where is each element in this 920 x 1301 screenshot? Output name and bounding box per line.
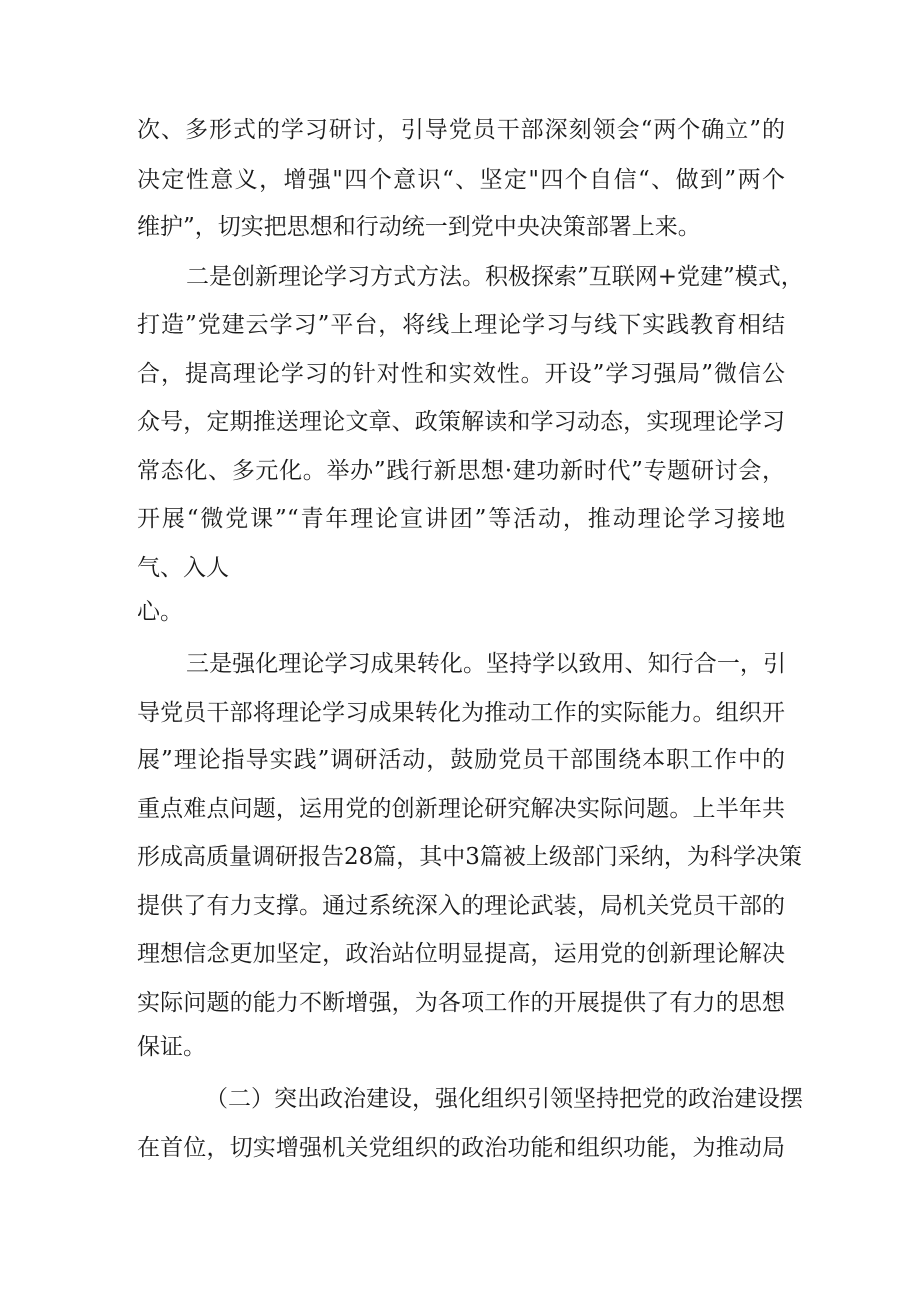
text-line-22: 在首位，切实增强机关党组织的政治功能和组织功能，为推动局: [137, 1135, 785, 1161]
text-line-18: 理想信念更加坚定，政治站位明显提高，运用党的创新理论解决: [137, 941, 785, 967]
text-line-16: 形成高质量调研报告28篇，其中3篇被上级部门采纳，为科学决策: [137, 844, 802, 870]
text-line-7: 众号，定期推送理论文章、政策解读和学习动态，实现理论学习: [137, 409, 785, 435]
text-line-10: 气、入人: [137, 555, 229, 581]
text-line-2: 决定性意义，增强"四个意识“、坚定"四个自信“、做到”两个: [137, 167, 785, 193]
text-line-12: 三是强化理论学习成果转化。坚持学以致用、知行合一，引: [186, 651, 786, 677]
text-line-13: 导党员干部将理论学习成果转化为推动工作的实际能力。组织开: [137, 700, 785, 726]
text-line-21: （二）突出政治建设，强化组织引领坚持把党的政治建设摆: [205, 1086, 803, 1112]
text-line-3: 维护”，切实把思想和行动统一到党中央决策部署上来。: [137, 214, 701, 240]
text-line-11: 心。: [137, 599, 183, 625]
text-line-17: 提供了有力支撑。通过系统深入的理论武装，局机关党员干部的: [137, 893, 785, 919]
text-line-8: 常态化、多元化。举办”践行新思想·建功新时代”专题研讨会，: [137, 458, 785, 484]
text-line-19: 实际问题的能力不断增强，为各项工作的开展提供了有力的思想: [137, 990, 785, 1016]
text-line-6: 合，提高理论学习的针对性和实效性。开设”学习强局”微信公: [137, 361, 785, 387]
text-line-5: 打造”党建云学习”平台，将线上理论学习与线下实践教育相结: [137, 312, 785, 338]
text-line-1: 次、多形式的学习研讨，引导党员干部深刻领会“两个确立”的: [137, 117, 785, 143]
text-line-15: 重点难点问题，运用党的创新理论研究解决实际问题。上半年共: [137, 796, 785, 822]
text-line-14: 展”理论指导实践”调研活动，鼓励党员干部围绕本职工作中的: [137, 747, 785, 773]
text-line-4: 二是创新理论学习方式方法。积极探索”互联网+党建”模式，: [186, 264, 804, 290]
text-line-9: 开展“微党课”“青年理论宣讲团”等活动，推动理论学习接地: [137, 506, 785, 532]
text-line-20: 保证。: [137, 1034, 206, 1060]
